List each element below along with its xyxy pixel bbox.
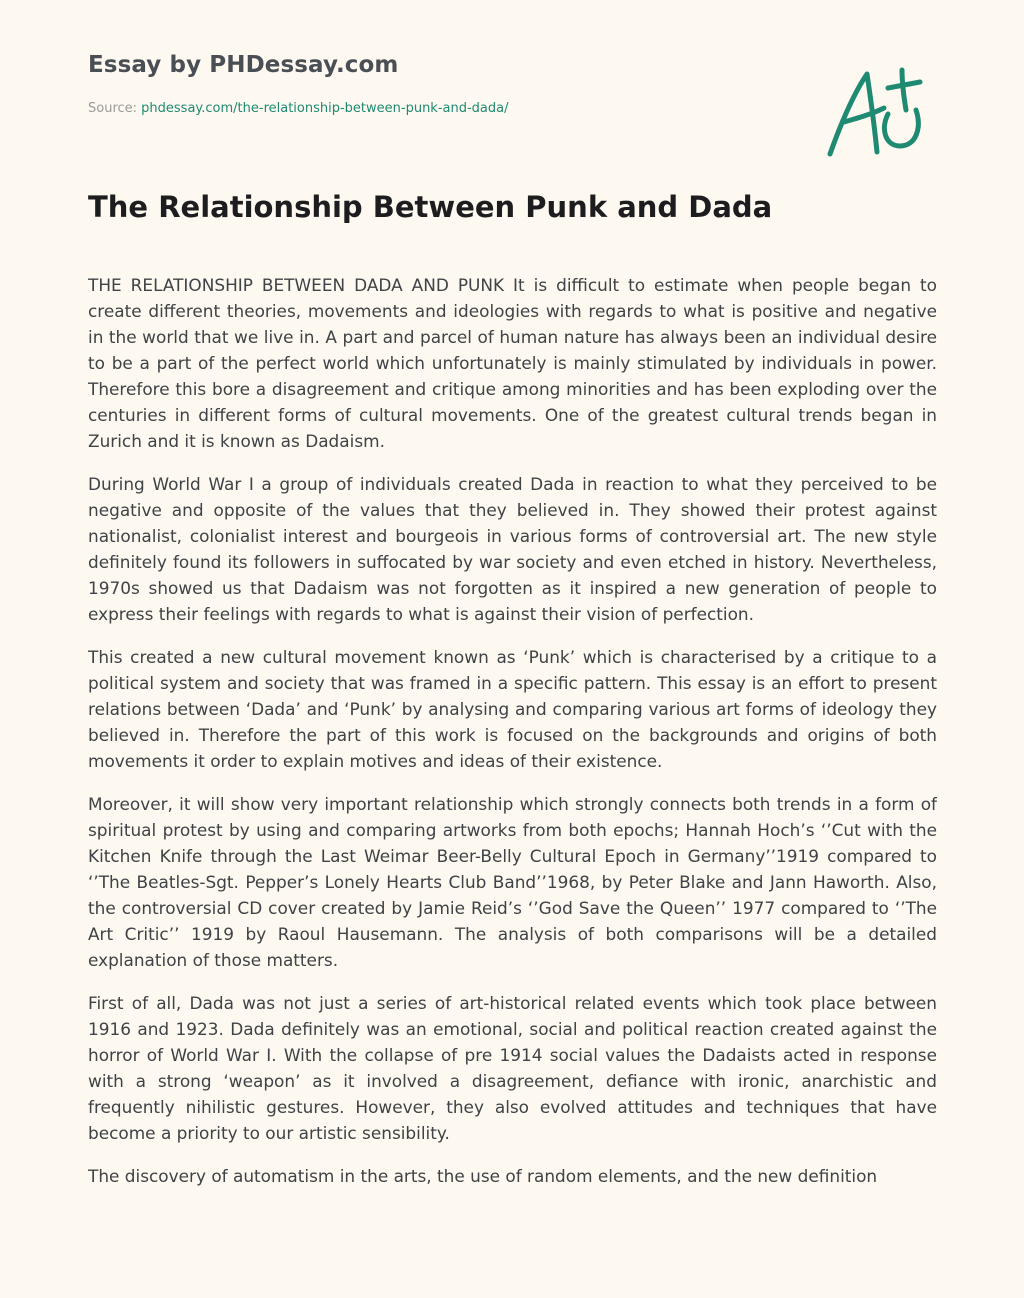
essay-paragraph: First of all, Dada was not just a series of art-historical related events which took place between 1916 and 1923. Dada definitely was an emotional, social and political reaction created against the horror of World War I. With the collapse of pre 1914 social values the Dadaists acted in response with a strong ‘weapon’ as it involved a disagreement, defiance with ironic, anarchistic and frequently nihilistic gestures. However, they also evolved attitudes and techniques that have become a priority to our artistic sensibility. [88,993,937,1143]
essay-paragraph: During World War I a group of individuals created Dada in reaction to what they perceived to be negative and opposite of the values that they believed in. They showed their protest against nationalist, colonialist interest and bourgeois in various forms of controversial art. The new style definitely found its followers in suffocated by war society and even etched in history. Nevertheless, 1970s showed us that Dadaism was not forgotten as it inspired a new generation of people to express their feelings with regards to what is against their vision of perfection. [88,474,937,624]
essay-paragraph: This created a new cultural movement known as ‘Punk’ which is characterised by a critique to a political system and society that was framed in a specific pattern. This essay is an effort to present relations between ‘Dada’ and ‘Punk’ by analysing and comparing various art forms of ideology they believed in. Therefore the part of this work is focused on the backgrounds and origins of both movements it order to explain motives and ideas of their existence. [88,647,937,771]
essay-paragraph: The discovery of automatism in the arts, the use of random elements, and the new definition [88,1166,878,1186]
site-brand: Essay by PHDessay.com [88,52,399,78]
essay-title: The Relationship Between Punk and Dada [88,190,773,224]
source-label: Source: [88,101,138,116]
source-link[interactable]: phdessay.com/the-relationship-between-punk-and-dada/ [141,101,509,116]
a-plus-grade-icon [822,64,932,164]
essay-paragraph: Moreover, it will show very important relationship which strongly connects both trends in a form of spiritual protest by using and comparing artworks from both epochs; Hannah Hoch’s ‘’Cut with the Kitchen Knife through the Last Weimar Beer-Belly Cultural Epoch in Germany’’1919 compared to ‘’The Beatles-Sgt. Pepper’s Lonely Hearts Club Band’’1968, by Peter Blake and Jann Haworth. Also, the controversial CD cover created by Jamie Reid’s ‘’God Save the Queen’’ 1977 compared to ‘’The Art Critic’’ 1919 by Raoul Hausemann. The analysis of both comparisons will be a detailed explanation of those matters. [88,794,937,970]
essay-paragraph: THE RELATIONSHIP BETWEEN DADA AND PUNK It is difficult to estimate when people began to create different theories, movements and ideologies with regards to what is positive and negative in the world that we live in. A part and parcel of human nature has always been an individual desire to be a part of the perfect world which unfortunately is mainly stimulated by individuals in power. Therefore this bore a disagreement and critique among minorities and has been exploding over the centuries in different forms of cultural movements. One of the greatest cultural trends began in Zurich and it is known as Dadaism. [88,275,937,451]
essay-body [88,272,937,1298]
source-line [88,101,509,116]
